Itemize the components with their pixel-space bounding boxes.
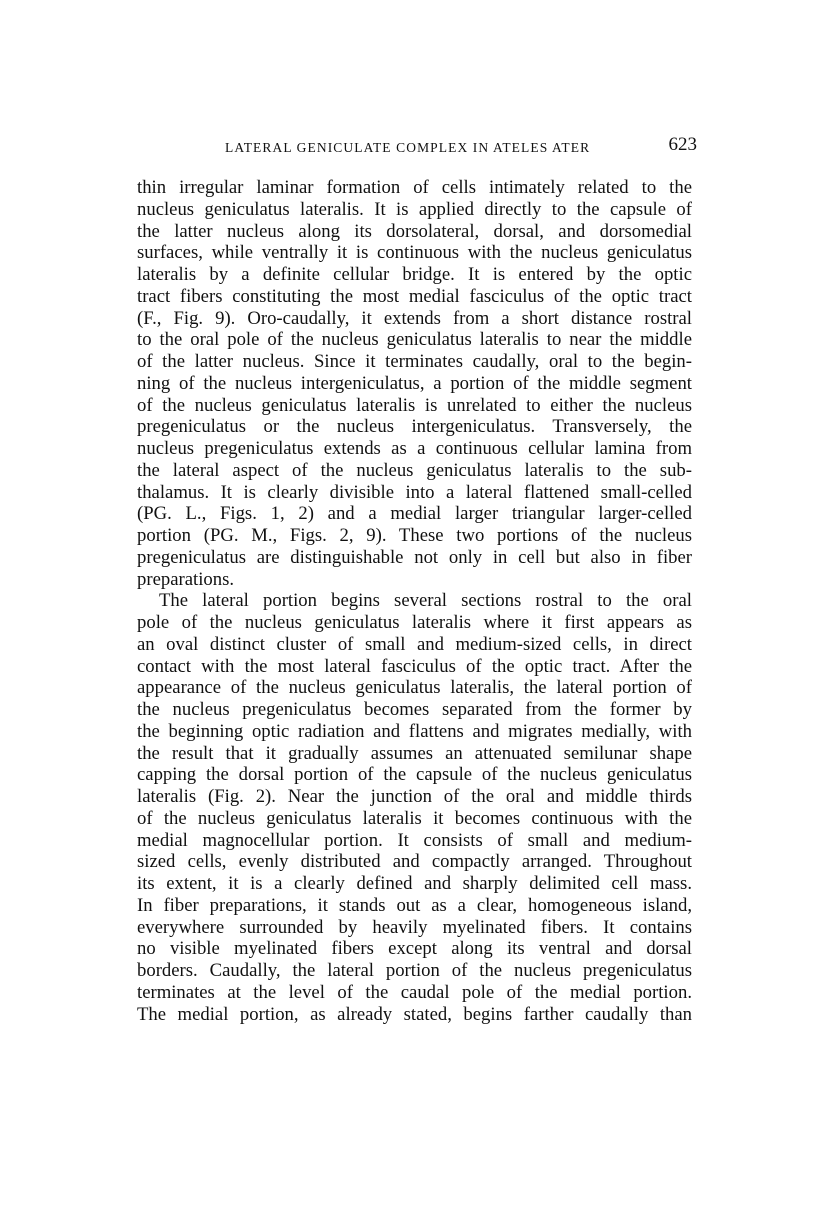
text-line: the latter nucleus along its dorsolateral, dorsal, and dorsomedial (137, 220, 692, 242)
text-line: the result that it gradually assumes an attenuated semilunar shape (137, 742, 692, 764)
text-line: of the latter nucleus. Since it terminates caudally, oral to the begin- (137, 351, 692, 372)
text-line: portion (PG. M., Figs. 2, 9). These two portions of the nucleus (137, 525, 692, 546)
text-line: terminates at the level of the caudal pole of the medial portion. (137, 981, 692, 1003)
text-line: The medial portion, as already stated, begins farther caudally than (137, 1003, 692, 1025)
body-text (137, 177, 692, 1025)
text-line: everywhere surrounded by heavily myelinated fibers. It contains (137, 916, 692, 938)
text-line: nucleus geniculatus lateralis. It is applied directly to the capsule of (137, 198, 692, 220)
text-line: ning of the nucleus intergeniculatus, a portion of the middle segment (137, 372, 692, 394)
text-line: the lateral aspect of the nucleus geniculatus lateralis to the sub- (137, 459, 692, 481)
text-line: an oval distinct cluster of small and medium-sized cells, in direct (137, 633, 692, 655)
running-title: LATERAL GENICULATE COMPLEX IN ATELES ATER (225, 140, 591, 155)
text-line: of the nucleus geniculatus lateralis is unrelated to either the nucleus (137, 394, 692, 416)
text-line: the beginning optic radiation and flattens and migrates medially, with (137, 720, 692, 742)
text-line: no visible myelinated fibers except along its ventral and dorsal (137, 938, 692, 960)
text-line: In fiber preparations, it stands out as a clear, homogeneous island, (137, 894, 692, 916)
text-line: (F., Fig. 9). Oro-caudally, it extends from a short distance rostral (137, 307, 692, 329)
text-line: thalamus. It is clearly divisible into a lateral flattened small-celled (137, 481, 692, 503)
text-line: appearance of the nucleus geniculatus lateralis, the lateral portion of (137, 677, 692, 699)
text-line: capping the dorsal portion of the capsule of the nucleus geniculatus (137, 764, 692, 786)
text-line: its extent, it is a clearly defined and sharply delimited cell mass. (137, 873, 692, 894)
text-line: tract fibers constituting the most medial fasciculus of the optic tract (137, 285, 692, 307)
text-line: sized cells, evenly distributed and compactly arranged. Throughout (137, 851, 692, 873)
text-line: pole of the nucleus geniculatus lateralis where it first appears as (137, 612, 692, 633)
text-line: pregeniculatus are distinguishable not only in cell but also in fiber (137, 546, 692, 568)
text-line: preparations. (137, 568, 235, 590)
text-line: lateralis (Fig. 2). Near the junction of the oral and middle thirds (137, 786, 692, 807)
text-line: the nucleus pregeniculatus becomes separated from the former by (137, 699, 692, 720)
text-line: borders. Caudally, the lateral portion of the nucleus pregeniculatus (137, 960, 692, 981)
text-line: nucleus pregeniculatus extends as a continuous cellular lamina from (137, 438, 692, 459)
text-line: surfaces, while ventrally it is continuous with the nucleus geniculatus (137, 242, 692, 264)
page-header (137, 132, 697, 160)
text-line: The lateral portion begins several sections rostral to the oral (159, 590, 692, 612)
text-line: pregeniculatus or the nucleus intergeniculatus. Transversely, the (137, 416, 692, 438)
text-line: of the nucleus geniculatus lateralis it becomes continuous with the (137, 807, 692, 829)
text-line: (PG. L., Figs. 1, 2) and a medial larger triangular larger-celled (137, 503, 692, 525)
text-line: thin irregular laminar formation of cells intimately related to the (137, 177, 692, 198)
text-line: medial magnocellular portion. It consists of small and medium- (137, 829, 692, 851)
text-line: to the oral pole of the nucleus geniculatus lateralis to near the middle (137, 329, 692, 351)
text-line: contact with the most lateral fasciculus of the optic tract. After the (137, 655, 692, 677)
text-line: lateralis by a definite cellular bridge. It is entered by the optic (137, 264, 692, 285)
page-number: 623 (668, 134, 697, 155)
